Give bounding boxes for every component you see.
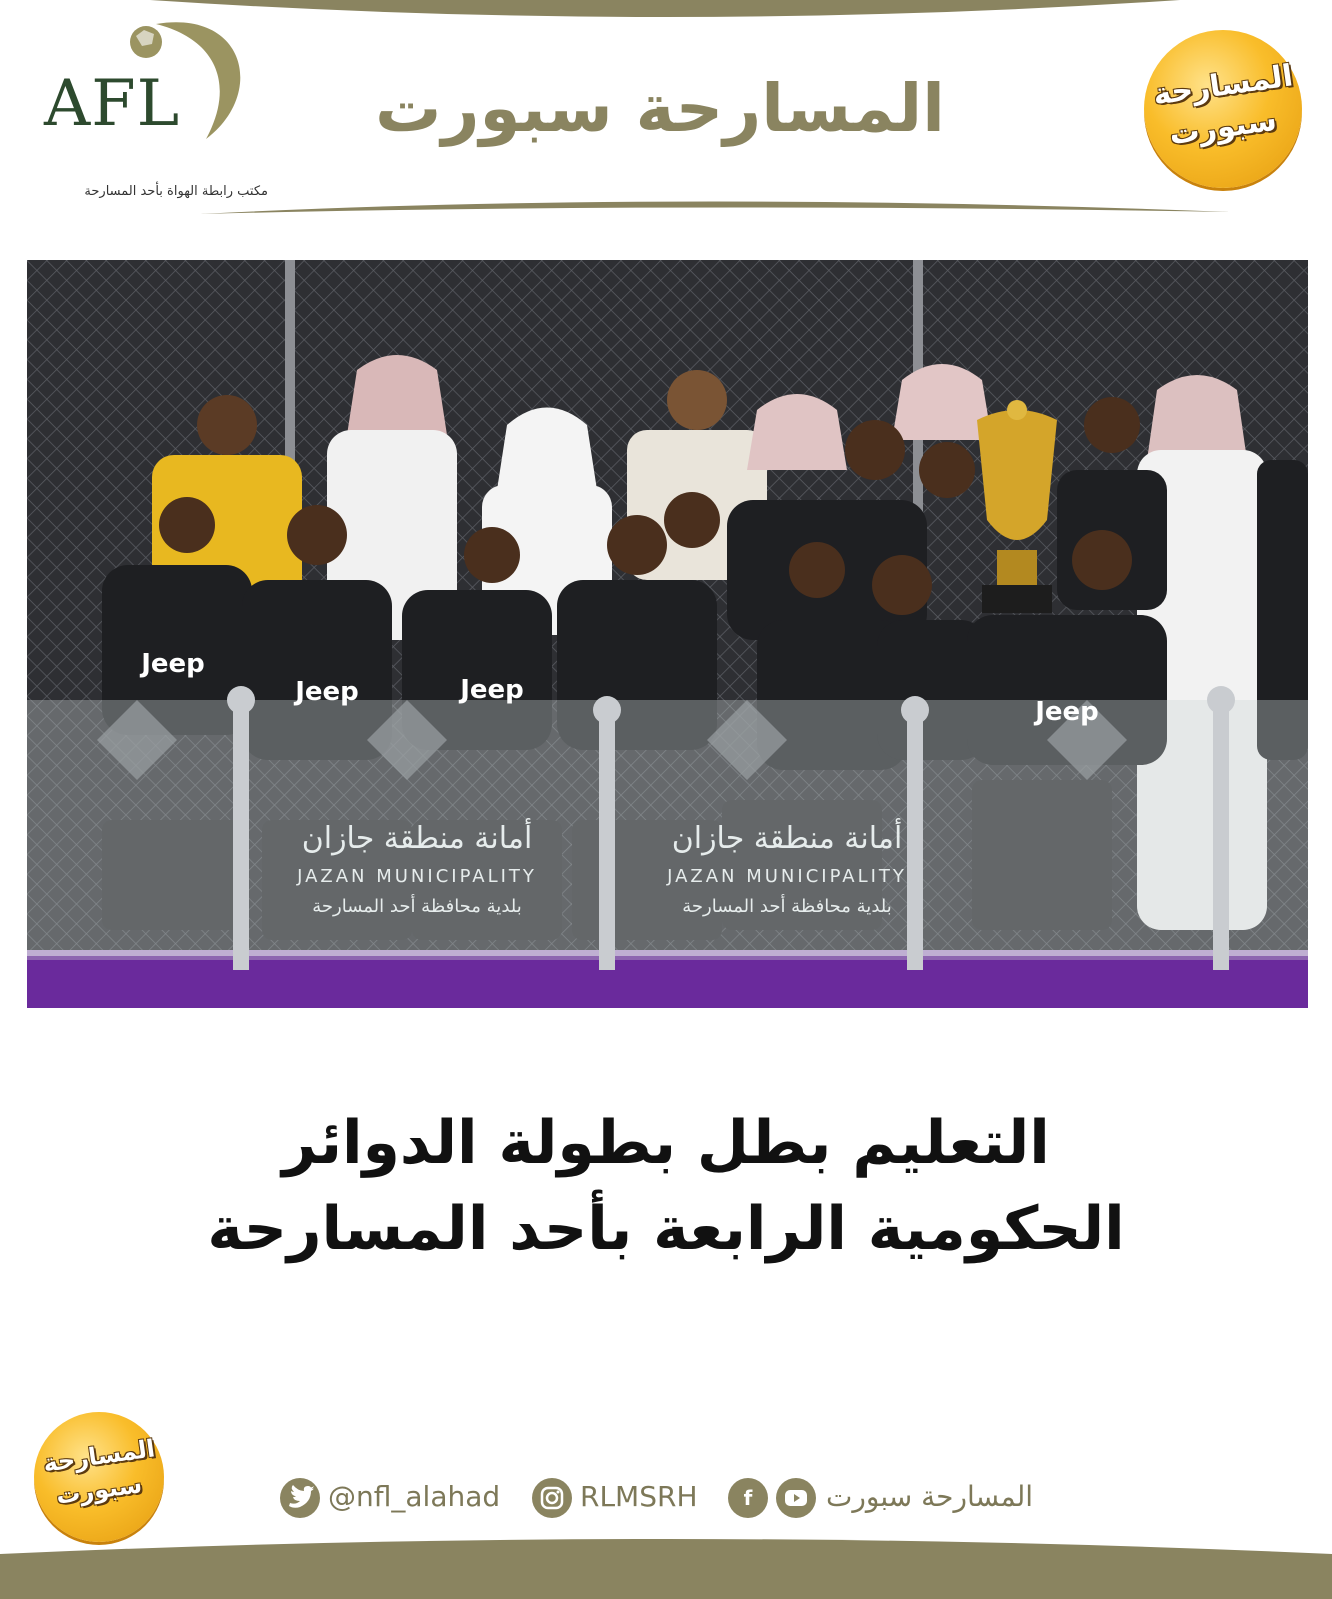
banner-sub: بلدية محافظة أحد المسارحة (312, 896, 522, 917)
shirt-sponsor-1: Jeep (141, 649, 205, 679)
team-photo (27, 260, 1308, 1008)
shirt-sponsor-4: Jeep (1035, 697, 1099, 727)
banner-sub-2: بلدية محافظة أحد المسارحة (682, 896, 892, 917)
afl-subtitle: مكتب رابطة الهواة بأحد المسارحة (84, 184, 268, 199)
banner-arabic-2: أمانة منطقة جازان (671, 821, 903, 856)
footer-badge-logo (34, 1412, 164, 1542)
youtube-icon[interactable] (776, 1478, 816, 1518)
shirt-sponsor-2: Jeep (295, 677, 359, 707)
twitter-handle[interactable]: @nfl_alahad (328, 1480, 501, 1513)
banner-english-2: JAZAN MUNICIPALITY (667, 866, 907, 887)
header-badge-line2: سبورت (1167, 102, 1279, 153)
instagram-handle[interactable]: RLMSRH (580, 1480, 698, 1513)
instagram-icon[interactable] (532, 1478, 572, 1518)
news-headline (140, 1100, 1192, 1272)
footer-swoosh (0, 1532, 1332, 1599)
twitter-icon[interactable] (280, 1478, 320, 1518)
social-links (280, 1478, 1060, 1522)
headline-line-1: التعليم بطل بطولة الدوائر (282, 1108, 1050, 1178)
page-name[interactable]: المسارحة سبورت (826, 1480, 1034, 1513)
headline-line-2: الحكومية الرابعة بأحد المسارحة (207, 1194, 1125, 1264)
shirt-sponsor-3: Jeep (460, 675, 524, 705)
footer-badge-line1: المسارحة (41, 1434, 157, 1478)
afl-logo-text: AFL (44, 67, 181, 141)
banner-arabic: أمانة منطقة جازان (301, 821, 533, 856)
afl-logo (36, 14, 266, 164)
header-bottom-swoosh (0, 196, 1332, 226)
footer-badge-line2: سبورت (54, 1470, 144, 1510)
facebook-icon[interactable]: f (728, 1478, 768, 1518)
page-title: المسارحة سبورت (375, 70, 945, 147)
banner-english: JAZAN MUNICIPALITY (297, 866, 537, 887)
header-badge-line1: المسارحة (1150, 58, 1296, 113)
header-badge-logo (1144, 30, 1302, 188)
